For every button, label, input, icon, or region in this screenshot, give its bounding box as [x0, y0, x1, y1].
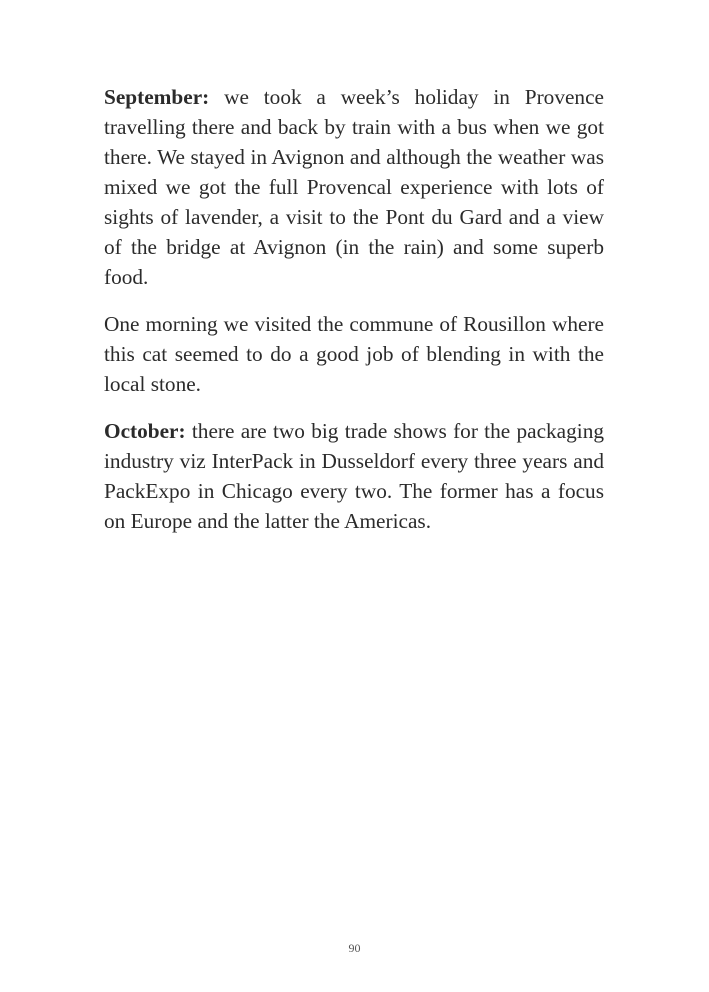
paragraph-text-october: there are two big trade shows for the packaging industry viz InterPack in Dusseldorf every three years and PackExpo in Chicago every two. The former has a focus on Europe and the latter the Americas.: [104, 419, 604, 533]
page-body: [104, 82, 604, 553]
page-number: 90: [348, 941, 361, 955]
paragraph-september: [104, 82, 604, 292]
paragraph-label-october: October:: [104, 419, 186, 443]
paragraph-label-september: September:: [104, 85, 210, 109]
paragraph-rousillon: [104, 309, 604, 399]
paragraph-october: [104, 416, 604, 536]
paragraph-text-rousillon: One morning we visited the commune of Rousillon where this cat seemed to do a good job of blending in with the local stone.: [104, 312, 604, 396]
paragraph-text-september: we took a week’s holiday in Provence travelling there and back by train with a bus when we got there. We stayed in Avignon and although the weather was mixed we got the full Provencal experience with lots of sights of lavender, a visit to the Pont du Gard and a view of the bridge at Avignon (in the rain) and some superb food.: [104, 85, 604, 289]
